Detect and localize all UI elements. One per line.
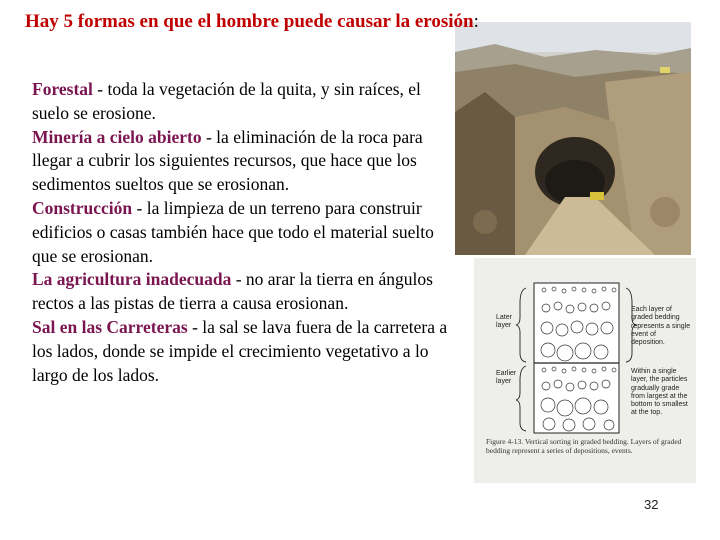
- annotation-each-layer: Each layer of graded bedding represents a single event of deposition.: [631, 306, 691, 347]
- item-term-forestal: Forestal: [32, 79, 93, 99]
- figure-caption: Figure 4-13. Vertical sorting in graded bedding. Layers of graded bedding represent a series of depositions, events.: [486, 437, 682, 455]
- graded-bedding-figure: [474, 258, 696, 483]
- item-term-agricultura: La agricultura inadecuada: [32, 269, 232, 290]
- label-later-layer: Later layer: [496, 314, 512, 329]
- strip-mine-illustration: [455, 22, 691, 255]
- title-text: Hay 5 formas en que el hombre puede causar la erosión: [25, 11, 474, 32]
- item-desc-mineria: - la eliminación de la roca para llegar a cubrir los siguientes recursos, que hace que los sedimentos sueltos que se erosionan.: [32, 126, 423, 195]
- title-colon: :: [473, 11, 479, 32]
- item-desc-sal: - la sal se lava fuera de la carretera a los lados, donde se impide el crecimiento vegetativo a lo largo de los lados.: [32, 316, 448, 385]
- strip-mine-photo: [455, 22, 691, 255]
- item-term-mineria: Minería a cielo abierto: [32, 126, 202, 147]
- slide-title: [25, 8, 525, 35]
- item-desc-forestal: - toda la vegetación de la quita, y sin raíces, el suelo se erosione.: [32, 79, 421, 123]
- erosion-causes-list: [32, 78, 457, 387]
- item-term-construccion: Construcción: [32, 197, 133, 218]
- annotation-within-layer: Within a single layer, the particles gradually grade from largest at the bottom to smallest at the top.: [631, 368, 688, 417]
- item-desc-agricultura: - no arar la tierra en ángulos rectos a las pistas de tierra a causa erosionan.: [32, 269, 433, 314]
- label-earlier-layer: Earlier layer: [496, 370, 517, 385]
- item-term-sal: Sal en las Carreteras: [32, 316, 188, 337]
- item-desc-construccion: - la limpieza de un terreno para construir edificios o casas también hace que todo el material suelto que se erosionan.: [32, 197, 434, 266]
- page-number: 32: [644, 497, 659, 512]
